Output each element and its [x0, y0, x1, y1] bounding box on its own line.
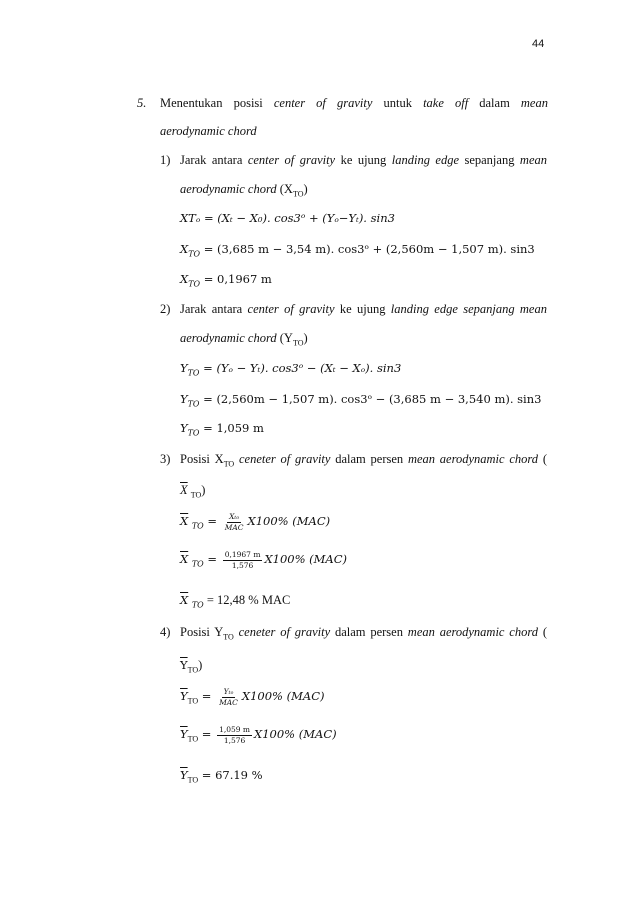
- sub3-text-line2: $\overline{X}$ $_{TO}$): [180, 483, 206, 500]
- sub4-number: 4): [160, 625, 171, 639]
- fraction: $\frac{\text{Yₜₒ}}{\text{MAC}}$: [219, 687, 238, 707]
- sub2-equation-3: $Y_{TO} = 1,059$ m: [180, 421, 264, 438]
- sub1-text-line2: aerodynamic chord $(X_{TO})$: [180, 182, 308, 199]
- sub1-equation-2: $X_{TO} = (3,685$ m − 3,54 m). cos3ᵒ + (2,560m − 1,507 m). sin3: [180, 242, 535, 259]
- sub1-number: 1): [160, 153, 171, 167]
- item5-heading-line1: Menentukan posisi center of gravity untuk take off dalam mean: [160, 96, 548, 110]
- sub3-number: 3): [160, 452, 171, 466]
- sub2-text-line2: aerodynamic chord $(Y_{TO})$: [180, 331, 308, 348]
- sub3-text-line1: Posisi $X_{TO}$ ceneter of gravity dalam persen mean aerodynamic chord (: [180, 452, 547, 469]
- item5-heading-line2: aerodynamic chord: [160, 124, 257, 138]
- sub4-formula-1: $\overline{Y}_{TO}$ = $\frac{\text{Yₜₒ}}{\text{MAC}}$ X100% (MAC): [180, 687, 325, 707]
- sub1-text-line1: Jarak antara center of gravity ke ujung landing edge sepanjang mean: [180, 153, 547, 167]
- sub2-text-line1: Jarak antara center of gravity ke ujung landing edge sepanjang mean: [180, 302, 547, 316]
- sub2-number: 2): [160, 302, 171, 316]
- fraction: $\frac{1,059 m}{1,576}$: [219, 725, 251, 745]
- fraction: $\frac{0,1967 m}{1,576}$: [224, 550, 261, 570]
- sub1-equation-1: XTₒ = (Xₜ − X₀). cos3ᵒ + (Yₒ−Yₜ). sin3: [180, 211, 395, 225]
- sub3-formula-2: $\overline{X}$ $_{TO}$ = $\frac{0,1967 m}{1,576}$ X100% (MAC): [180, 550, 348, 570]
- sub3-result: $\overline{X}$ $_{TO}$ = 12,48 % MAC: [180, 593, 291, 610]
- sub4-formula-2: $\overline{Y}_{TO}$ = $\frac{1,059 m}{1,576}$ X100% (MAC): [180, 725, 337, 745]
- page-number: 44: [532, 38, 545, 50]
- sub4-result: $\overline{Y}_{TO} = 67.19$ %: [180, 768, 263, 785]
- item-number-5: 5.: [137, 96, 147, 110]
- sub4-text-line1: Posisi $Y_{TO}$ ceneter of gravity dalam persen mean aerodynamic chord (: [180, 625, 547, 642]
- sub2-equation-2: $Y_{TO} = (2,560m - 1,507$ m). cos3ᵒ − (3,685 m − 3,540 m). sin3: [180, 392, 542, 409]
- sub4-text-line2: $\overline{Y}_{TO}$): [180, 658, 203, 675]
- sub1-equation-3: $X_{TO} = 0,1967$ m: [180, 272, 272, 289]
- sub2-equation-1: $Y_{TO} = (Y_o - Y_t)$. cos3ᵒ − (Xₜ − Xₒ). sin3: [180, 361, 402, 378]
- sub3-formula-1: $\overline{X}$ $_{TO}$ = $\frac{\text{Xₜₒ}}{\text{MAC}}$ X100% (MAC): [180, 512, 331, 532]
- fraction: $\frac{\text{Xₜₒ}}{\text{MAC}}$: [224, 512, 244, 532]
